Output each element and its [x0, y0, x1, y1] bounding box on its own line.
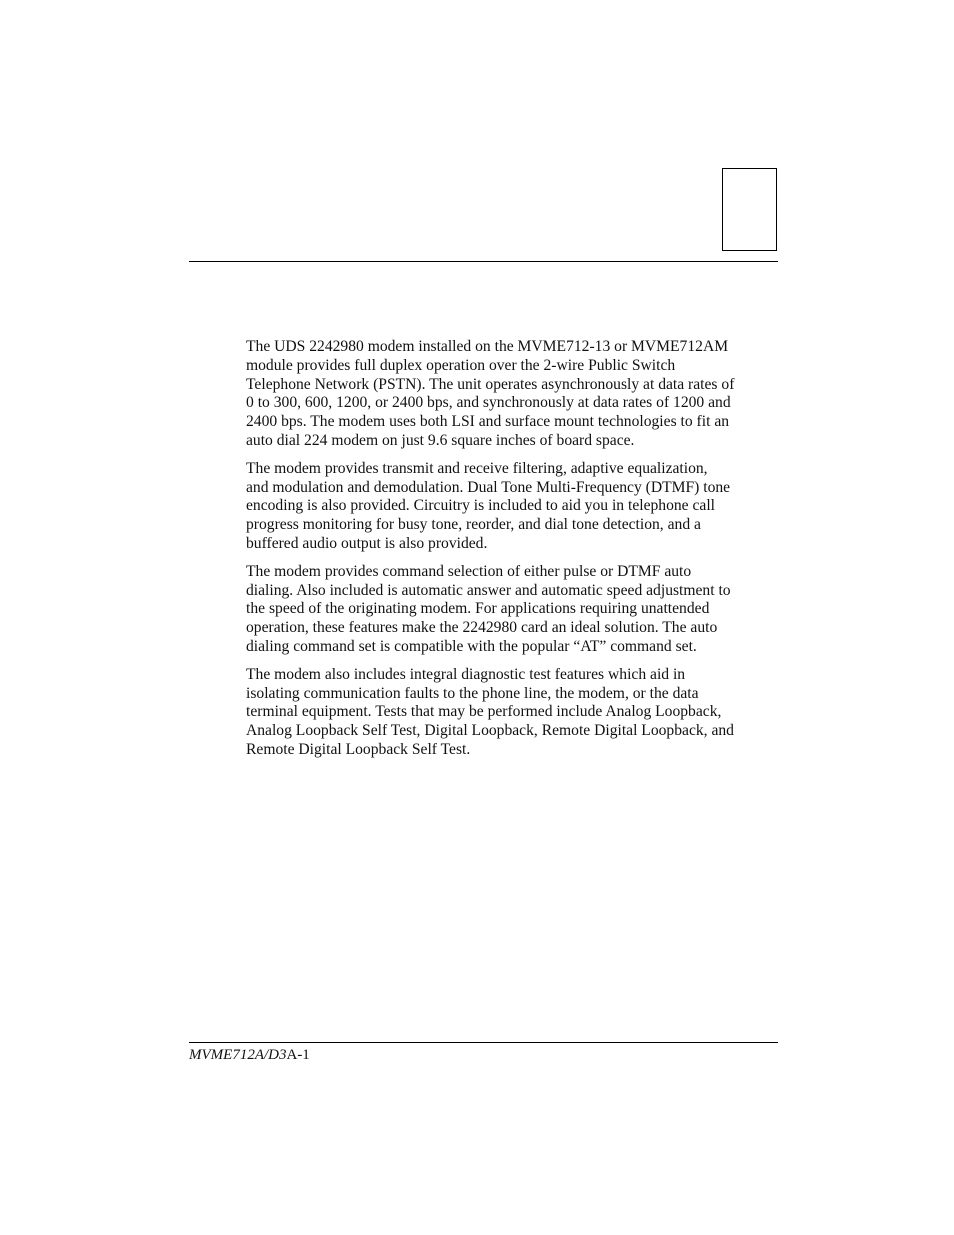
paragraph-modem-diagnostics [246, 666, 780, 760]
text-line: The modem also includes integral diagnostic test features which aid in [246, 665, 686, 683]
footer-rule [189, 1042, 778, 1043]
document-id: MVME712A/D3 [189, 1047, 287, 1063]
text-line: isolating communication faults to the phone line, the modem, or the data [246, 684, 699, 702]
text-line: the speed of the originating modem. For applications requiring unattended [246, 600, 710, 618]
text-line: The UDS 2242980 modem installed on the MVME712-13 or MVME712AM [246, 338, 729, 355]
text-line: auto dial 224 modem on just 9.6 square inches of board space. [246, 431, 635, 449]
text-line: encoding is also provided. Circuitry is included to aid you in telephone call [246, 497, 716, 515]
text-line: module provides full duplex operation over the 2-wire Public Switch [246, 356, 676, 374]
page-number: A-1 [286, 1047, 310, 1063]
text-line: Remote Digital Loopback Self Test. [246, 740, 471, 758]
text-line: terminal equipment. Tests that may be performed include Analog Loopback, [246, 703, 722, 721]
text-line: 2400 bps. The modem uses both LSI and surface mount technologies to fit an [246, 413, 730, 431]
text-line: buffered audio output is also provided. [246, 534, 488, 552]
text-line: Analog Loopback Self Test, Digital Loopback, Remote Digital Loopback, and [246, 722, 734, 740]
page-footer [189, 1046, 310, 1064]
text-line: operation, these features make the 2242980 card an ideal solution. The auto [246, 619, 718, 637]
paragraph-modem-dialing [246, 563, 780, 657]
text-line: The modem provides command selection of either pulse or DTMF auto [246, 562, 692, 580]
text-line: dialing. Also included is automatic answer and automatic speed adjustment to [246, 581, 731, 599]
text-line: dialing command set is compatible with the popular “AT” command set. [246, 637, 697, 655]
paragraph-modem-filtering [246, 460, 780, 554]
body-text [246, 338, 780, 769]
text-line: Telephone Network (PSTN). The unit operates asynchronously at data rates of [246, 375, 735, 393]
header-rule [189, 261, 778, 262]
text-line: The modem provides transmit and receive filtering, adaptive equalization, [246, 459, 708, 477]
text-line: progress monitoring for busy tone, reorder, and dial tone detection, and a [246, 516, 701, 534]
paragraph-modem-overview [246, 338, 780, 451]
text-line: 0 to 300, 600, 1200, or 2400 bps, and synchronously at data rates of 1200 and [246, 394, 731, 412]
text-line: and modulation and demodulation. Dual Tone Multi-Frequency (DTMF) tone [246, 478, 731, 496]
chapter-tab-box [722, 168, 777, 251]
